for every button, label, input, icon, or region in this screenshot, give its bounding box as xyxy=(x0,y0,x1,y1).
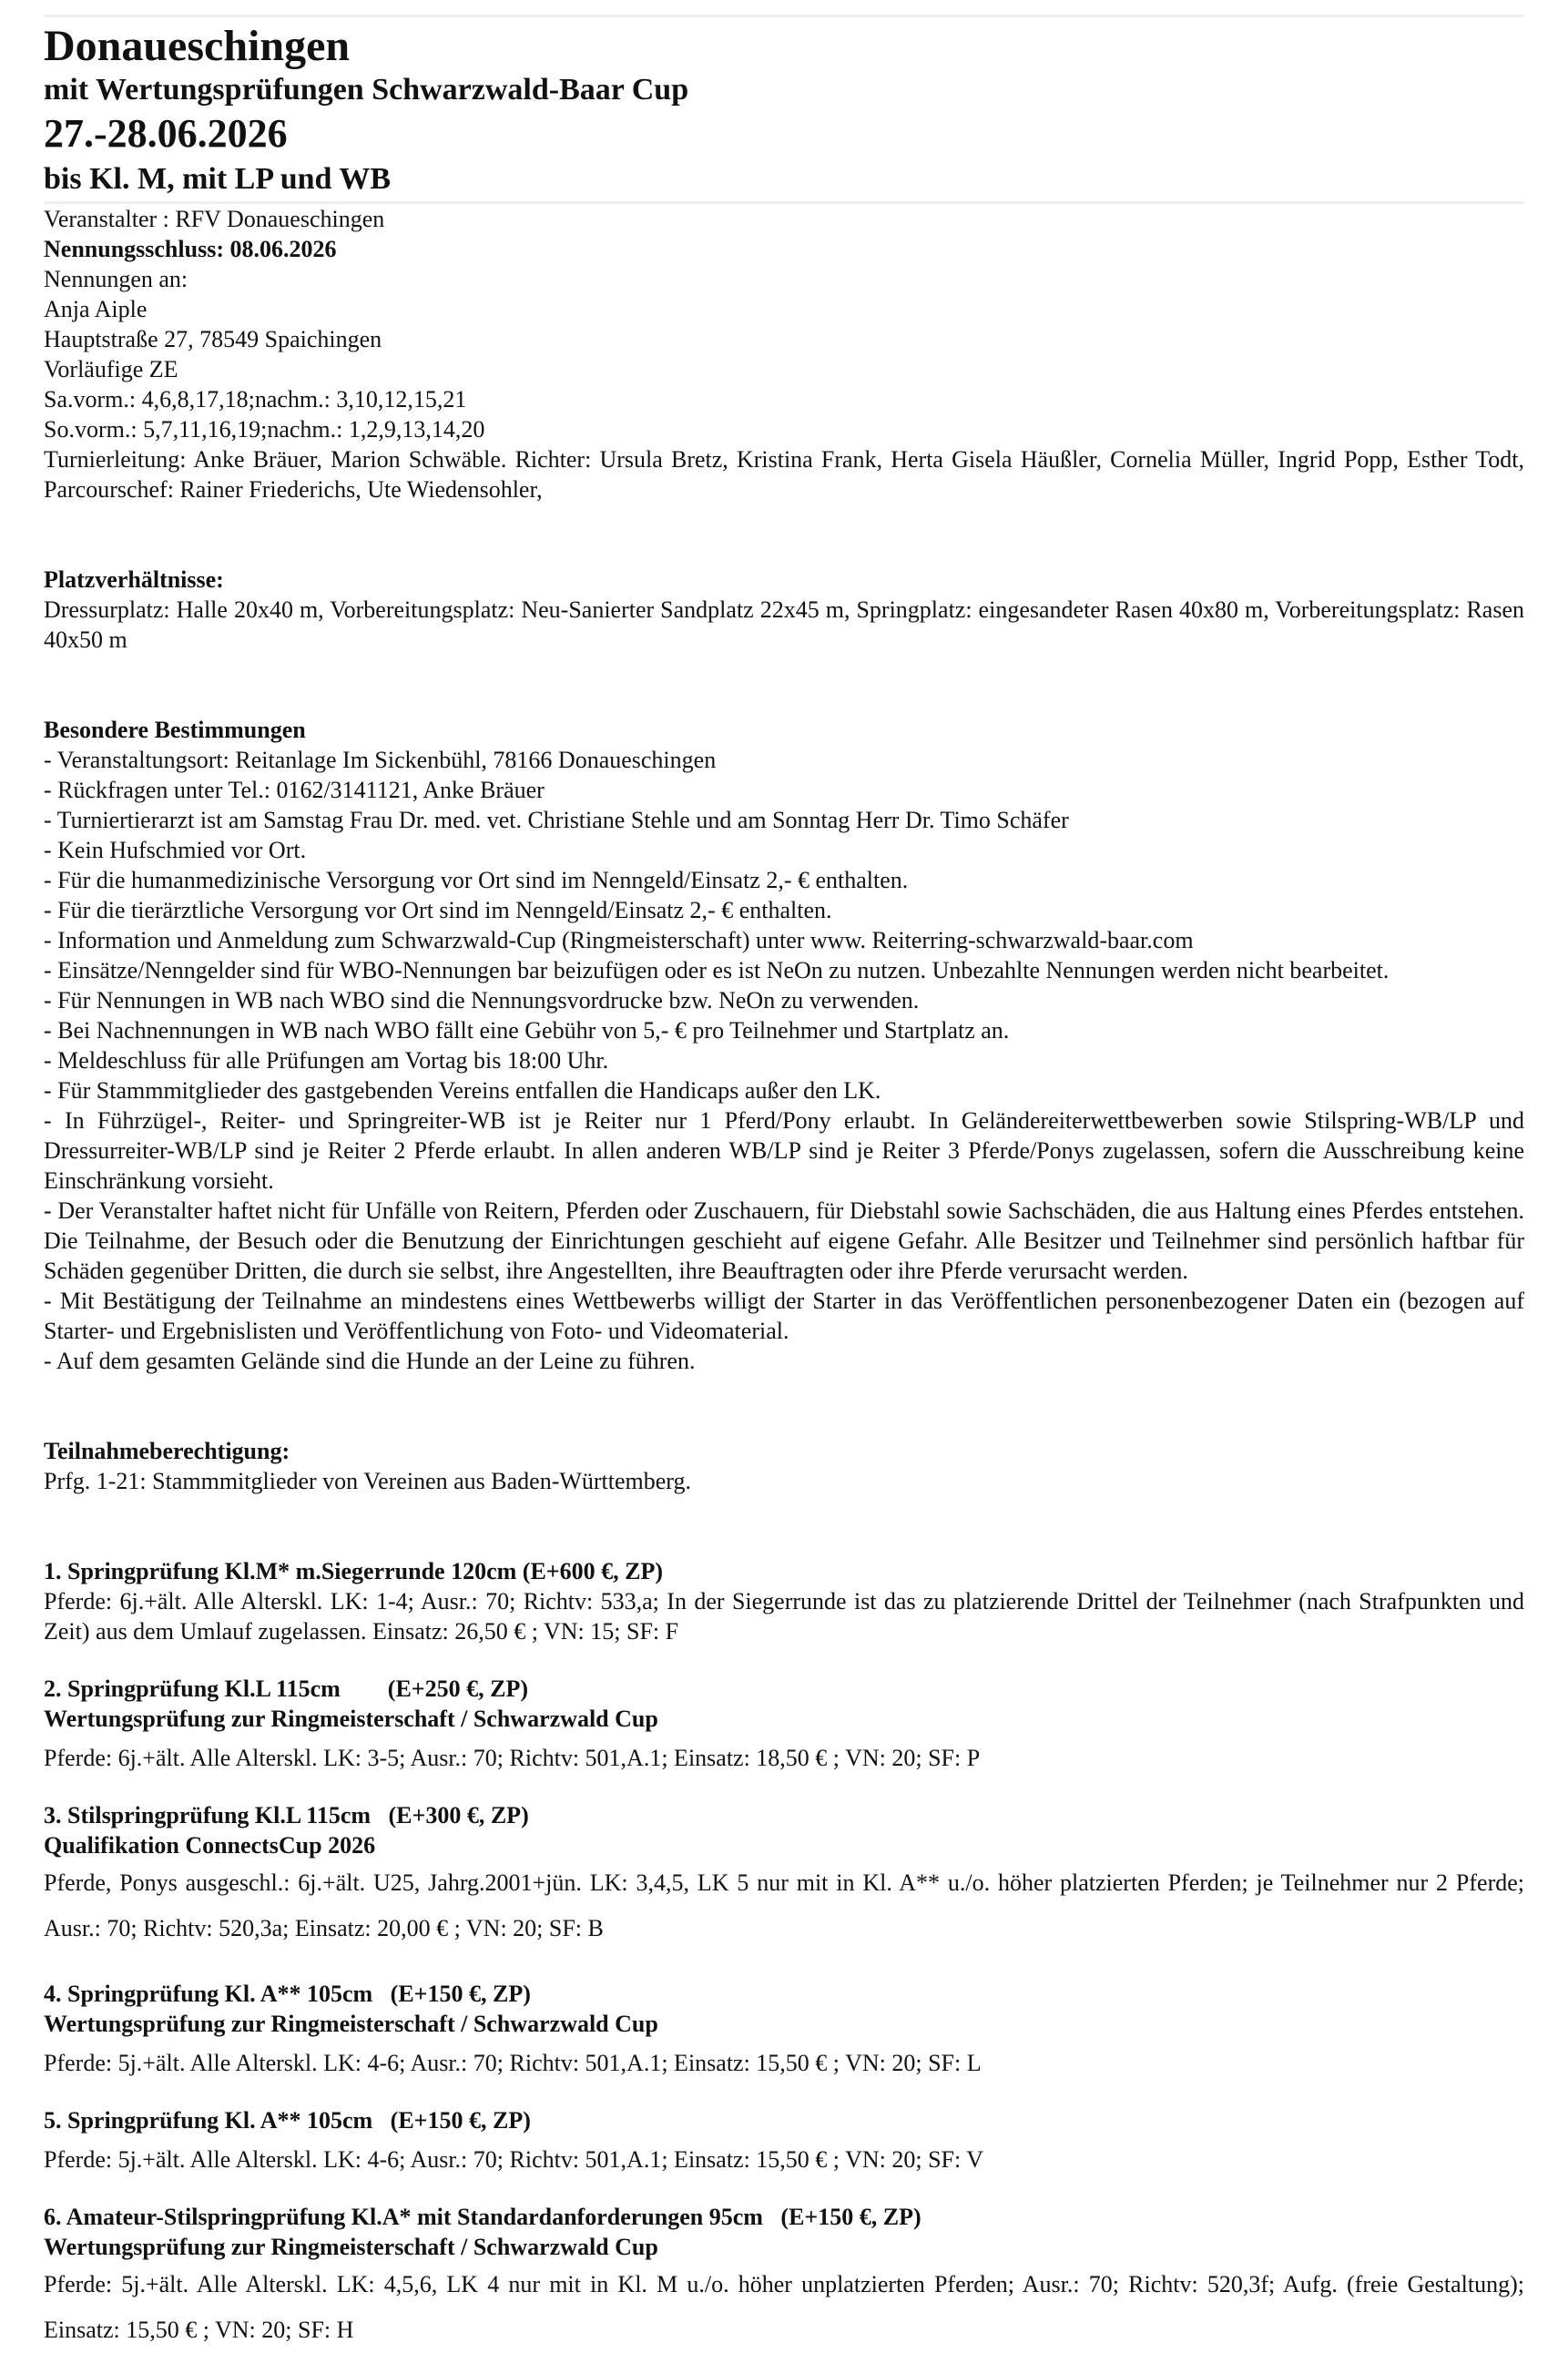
competition-subtitle: Wertungsprüfung zur Ringmeisterschaft / Schwarzwald Cup xyxy=(44,1706,658,1732)
special-rules-section xyxy=(44,715,1524,1376)
competition-details: Pferde: 6j.+ält. Alle Alterskl. LK: 3-5; Ausr.: 70; Richtv: 501,A.1; Einsatz: 18,50 € ; VN: 20; SF: P xyxy=(44,1745,981,1771)
event-info xyxy=(44,204,1524,504)
competitions-list xyxy=(44,1556,1524,2353)
special-rules-list xyxy=(44,745,1524,1376)
rule-item: - Mit Bestätigung der Teilnahme an mindestens eines Wettbewerbs willigt der Starter in das Veröffentlichen personenbezogener Daten ein (bezogen auf Starter- und Ergebnislisten und Veröffentlichung von Foto- und Videomaterial. xyxy=(44,1288,1524,1344)
rule-item: - Für Nennungen in WB nach WBO sind die Nennungsvordrucke bzw. NeOn zu verwenden. xyxy=(44,987,920,1014)
spacer xyxy=(44,1496,1524,1556)
spacer xyxy=(44,655,1524,715)
competition-item xyxy=(44,1979,1524,2078)
schedule-label: Vorläufige ZE xyxy=(44,356,178,382)
rule-item: - In Führzügel-, Reiter- und Springreiter-WB ist je Reiter nur 1 Pferd/Pony erlaubt. In Geländereiterwettbewerben sowie Stilspring-WB/LP und Dressurreiter-WB/LP sind je Reiter 2 Pferde erlaubt. In allen anderen WB/LP sind je Reiter 3 Pferde/Ponys zugelassen, sofern die Ausschreibung keine Einschränkung vorsieht. xyxy=(44,1107,1524,1194)
competition-item xyxy=(44,1800,1524,1951)
rule-item: - Für Stammmitglieder des gastgebenden Vereins entfallen die Handicaps außer den LK. xyxy=(44,1077,881,1104)
event-classes: bis Kl. M, mit LP und WB xyxy=(44,162,392,196)
page-subtitle: mit Wertungsprüfungen Schwarzwald-Baar Cup xyxy=(44,73,689,107)
schedule-sunday: So.vorm.: 5,7,11,16,19;nachm.: 1,2,9,13,14,20 xyxy=(44,416,485,443)
competition-title: 5. Springprüfung Kl. A** 105cm (E+150 €, ZP) xyxy=(44,2107,531,2134)
competition-title: 1. Springprüfung Kl.M* m.Siegerrunde 120cm (E+600 €, ZP) xyxy=(44,1558,663,1584)
rule-item: - Veranstaltungsort: Reitanlage Im Sickenbühl, 78166 Donaueschingen xyxy=(44,747,717,773)
spacer xyxy=(44,504,1524,565)
spacer xyxy=(44,1376,1524,1436)
officials: Turnierleitung: Anke Bräuer, Marion Schwäble. Richter: Ursula Bretz, Kristina Frank, Herta Gisela Häußler, Cornelia Müller, Ingrid Popp, Esther Todt, Parcourschef: Rainer Friederichs, Ute Wiedensohler, xyxy=(44,446,1524,503)
organizer: Veranstalter : RFV Donaueschingen xyxy=(44,206,385,232)
competition-details: Pferde: 5j.+ält. Alle Alterskl. LK: 4-6; Ausr.: 70; Richtv: 501,A.1; Einsatz: 15,50 € ; VN: 20; SF: L xyxy=(44,2050,982,2076)
entries-address: Hauptstraße 27, 78549 Spaichingen xyxy=(44,326,382,352)
rule-item: - Auf dem gesamten Gelände sind die Hunde an der Leine zu führen. xyxy=(44,1348,696,1374)
schedule-saturday: Sa.vorm.: 4,6,8,17,18;nachm.: 3,10,12,15,21 xyxy=(44,386,467,413)
eligibility-section xyxy=(44,1436,1524,1496)
rule-item: - Für die tierärztliche Versorgung vor Ort sind im Nenngeld/Einsatz 2,- € enthalten. xyxy=(44,897,832,923)
rule-item: - Bei Nachnennungen in WB nach WBO fällt eine Gebühr von 5,- € pro Teilnehmer und Startplatz an. xyxy=(44,1017,1010,1044)
competition-subtitle: Qualifikation ConnectsCup 2026 xyxy=(44,1832,376,1859)
venue-section xyxy=(44,565,1524,655)
competition-details: Pferde, Ponys ausgeschl.: 6j.+ält. U25, Jahrg.2001+jün. LK: 3,4,5, LK 5 nur mit in Kl. A** u./o. höher platzierten Pferden; je Teilnehmer nur 2 Pferde; Ausr.: 70; Richtv: 520,3a; Einsatz: 20,00 € ; VN: 20; SF: B xyxy=(44,1869,1524,1941)
competition-title: 6. Amateur-Stilspringprüfung Kl.A* mit Standardanforderungen 95cm (E+150 €, ZP) xyxy=(44,2204,921,2230)
event-dates: 27.-28.06.2026 xyxy=(44,111,288,156)
competition-item xyxy=(44,1674,1524,1773)
competition-title: 3. Stilspringprüfung Kl.L 115cm (E+300 €, ZP) xyxy=(44,1802,529,1828)
competition-details: Pferde: 6j.+ält. Alle Alterskl. LK: 1-4; Ausr.: 70; Richtv: 533,a; In der Siegerrunde ist das zu platzierende Drittel der Teilnehmer (nach Strafpunkten und Zeit) aus dem Umlauf zugelassen. Einsatz: 26,50 € ; VN: 15; SF: F xyxy=(44,1588,1524,1645)
entry-deadline: Nennungsschluss: 08.06.2026 xyxy=(44,236,337,262)
announcement-page xyxy=(0,15,1568,2353)
competition-details: Pferde: 5j.+ält. Alle Alterskl. LK: 4,5,6, LK 4 nur mit in Kl. M u./o. höher unplatzierten Pferden; Ausr.: 70; Richtv: 520,3f; Aufg. (freie Gestaltung); Einsatz: 15,50 € ; VN: 20; SF: H xyxy=(44,2271,1524,2343)
venue-heading: Platzverhältnisse: xyxy=(44,566,224,593)
rule-item: - Rückfragen unter Tel.: 0162/3141121, Anke Bräuer xyxy=(44,777,545,803)
competition-subtitle: Wertungsprüfung zur Ringmeisterschaft / Schwarzwald Cup xyxy=(44,2011,658,2037)
entries-to-label: Nennungen an: xyxy=(44,266,188,292)
venue-text: Dressurplatz: Halle 20x40 m, Vorbereitungsplatz: Neu-Sanierter Sandplatz 22x45 m, Springplatz: eingesandeter Rasen 40x80 m, Vorbereitungsplatz: Rasen 40x50 m xyxy=(44,596,1524,653)
special-rules-heading: Besondere Bestimmungen xyxy=(44,717,306,743)
eligibility-heading: Teilnahmeberechtigung: xyxy=(44,1438,290,1464)
rule-item: - Der Veranstalter haftet nicht für Unfälle von Reitern, Pferden oder Zuschauern, für Diebstahl sowie Sachschäden, die aus Haltung eines Pferdes entstehen. Die Teilnahme, der Besuch oder die Benutzung der Einrichtungen geschieht auf eigene Gefahr. Alle Besitzer und Teilnehmer sind persönlich haftbar für Schäden gegenüber Dritten, die durch sie selbst, ihre Angestellten, ihre Beauftragten oder ihre Pferde verursacht werden. xyxy=(44,1197,1524,1284)
eligibility-text: Prfg. 1-21: Stammmitglieder von Vereinen aus Baden-Württemberg. xyxy=(44,1468,691,1494)
rule-item: - Information und Anmeldung zum Schwarzwald-Cup (Ringmeisterschaft) unter www. Reiterring-schwarzwald-baar.com xyxy=(44,927,1194,953)
header xyxy=(44,21,1524,199)
competition-subtitle: Wertungsprüfung zur Ringmeisterschaft / Schwarzwald Cup xyxy=(44,2234,658,2260)
competition-item xyxy=(44,1556,1524,1646)
competition-item xyxy=(44,2202,1524,2353)
rule-item: - Einsätze/Nenngelder sind für WBO-Nennungen bar beizufügen oder es ist NeOn zu nutzen. Unbezahlte Nennungen werden nicht bearbeitet. xyxy=(44,957,1390,983)
page-title: Donaueschingen xyxy=(44,22,351,70)
entries-name: Anja Aiple xyxy=(44,296,148,322)
rule-item: - Für die humanmedizinische Versorgung vor Ort sind im Nenngeld/Einsatz 2,- € enthalten. xyxy=(44,867,909,893)
top-divider xyxy=(44,15,1524,17)
rule-item: - Meldeschluss für alle Prüfungen am Vortag bis 18:00 Uhr. xyxy=(44,1047,609,1074)
competition-title: 4. Springprüfung Kl. A** 105cm (E+150 €, ZP) xyxy=(44,1981,531,2007)
competition-details: Pferde: 5j.+ält. Alle Alterskl. LK: 4-6; Ausr.: 70; Richtv: 501,A.1; Einsatz: 15,50 € ; VN: 20; SF: V xyxy=(44,2146,984,2173)
competition-title: 2. Springprüfung Kl.L 115cm (E+250 €, ZP) xyxy=(44,1676,528,1702)
rule-item: - Turniertierarzt ist am Samstag Frau Dr. med. vet. Christiane Stehle und am Sonntag Herr Dr. Timo Schäfer xyxy=(44,807,1069,833)
rule-item: - Kein Hufschmied vor Ort. xyxy=(44,837,307,863)
competition-item xyxy=(44,2105,1524,2175)
